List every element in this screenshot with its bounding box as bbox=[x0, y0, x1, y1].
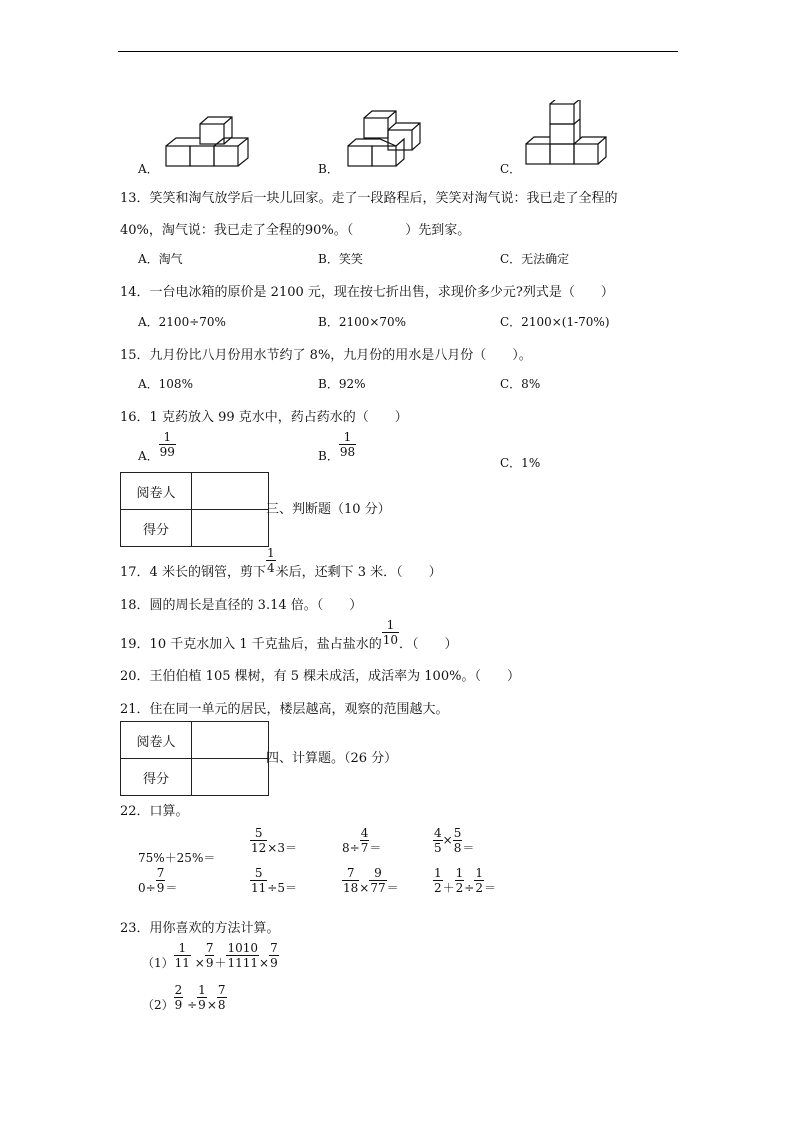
q22-expr-5: 0÷ $\frac{7}{9}$ ＝ bbox=[138, 866, 178, 895]
figure-label-a: A． bbox=[138, 162, 159, 176]
q21: 21．住在同一单元的居民，楼层越高，观察的范围越大。 bbox=[120, 702, 449, 717]
q23-problem-2: （2） $\frac{2}{9}$ ÷ $\frac{1}{9}$ × $\frac{7}{8}$ bbox=[142, 983, 226, 1012]
q15-option-b[interactable]: B．92% bbox=[318, 377, 366, 391]
q15-option-a[interactable]: A．108% bbox=[138, 377, 193, 391]
q22-expr-1: 75%＋25%＝ bbox=[138, 851, 216, 865]
score-cell[interactable] bbox=[192, 510, 269, 547]
q16-option-b-label: B． bbox=[318, 449, 339, 463]
q17: 17．4 米长的钢管，剪下 $\frac{1}{4}$ 米后，还剩下 3 米．（ ） bbox=[120, 546, 442, 580]
q22-expr-2: $\frac{5}{12}$ ×3＝ bbox=[251, 826, 297, 855]
q13-option-c[interactable]: C．无法确定 bbox=[500, 252, 570, 266]
q22-expr-3: 8÷ $\frac{4}{7}$ ＝ bbox=[342, 826, 382, 855]
reviewer-label: 阅卷人 bbox=[121, 722, 192, 759]
q15-option-c[interactable]: C．8% bbox=[500, 377, 541, 391]
q14-option-a[interactable]: A．2100÷70% bbox=[138, 315, 226, 329]
q22-expr-7: $\frac{7}{18}$ × $\frac{9}{77}$ ＝ bbox=[343, 866, 399, 895]
fraction: $\frac{1}{4}$ bbox=[266, 546, 275, 575]
q23-title: 23．用你喜欢的方法计算。 bbox=[120, 921, 280, 936]
q13-line2: 40%，淘气说：我已走了全程的90%。（ ）先到家。 bbox=[120, 223, 471, 238]
q16-option-a[interactable] bbox=[138, 430, 176, 464]
q22-expr-6: $\frac{5}{11}$ ÷5＝ bbox=[251, 866, 297, 895]
q14-option-c[interactable]: C．2100×(1-70%) bbox=[500, 315, 610, 329]
q16-option-b[interactable] bbox=[318, 430, 356, 464]
cube-stack-c-icon bbox=[520, 100, 620, 170]
reviewer-cell[interactable] bbox=[192, 722, 269, 759]
fraction: $\frac{1}{98}$ bbox=[339, 430, 356, 459]
q13-option-b[interactable]: B．笑笑 bbox=[318, 252, 363, 266]
score-cell[interactable] bbox=[192, 759, 269, 796]
q14-text: 14．一台电冰箱的原价是 2100 元，现在按七折出售，求现价多少元?列式是（ ） bbox=[120, 285, 614, 300]
score-table-2 bbox=[120, 721, 269, 796]
fraction: $\frac{1}{99}$ bbox=[159, 430, 175, 459]
fraction: $\frac{1}{10}$ bbox=[382, 618, 399, 647]
score-table-1 bbox=[120, 472, 269, 547]
q13-line1: 13．笑笑和淘气放学后一块儿回家。走了一段路程后，笑笑对淘气说：我已走了全程的 bbox=[120, 191, 618, 206]
q15-text: 15．九月份比八月份用水节约了 8%，九月份的用水是八月份（ ）。 bbox=[120, 348, 532, 363]
section-3-title: 三、判断题（10 分） bbox=[266, 502, 391, 517]
cube-stack-b-icon bbox=[340, 108, 440, 170]
figure-label-c: C． bbox=[500, 162, 522, 176]
q22-expr-4: $\frac{4}{5}$ × $\frac{5}{8}$ ＝ bbox=[434, 826, 475, 855]
reviewer-label: 阅卷人 bbox=[121, 473, 192, 510]
q22-title: 22．口算。 bbox=[120, 804, 189, 819]
score-label: 得分 bbox=[121, 759, 192, 796]
figure-label-b: B． bbox=[318, 162, 339, 176]
q16-text: 16．1 克药放入 99 克水中，药占药水的（ ） bbox=[120, 410, 408, 425]
q20: 20．王伯伯植 105 棵树，有 5 棵未成活，成活率为 100%。（ ） bbox=[120, 669, 520, 684]
q16-option-c[interactable]: C．1% bbox=[500, 456, 541, 470]
score-label: 得分 bbox=[121, 510, 192, 547]
section-4-title: 四、计算题。（26 分） bbox=[266, 751, 398, 766]
q23-problem-1: （1） $\frac{1}{11}$ × $\frac{7}{9}$ ＋ $\frac{1010}{1111}$ × $\frac{7}{9}$ bbox=[142, 941, 278, 970]
q13-option-a[interactable]: A．淘气 bbox=[138, 252, 183, 266]
q18: 18．圆的周长是直径的 3.14 倍。（ ） bbox=[120, 598, 363, 613]
q19: 19．10 千克水加入 1 千克盐后，盐占盐水的 $\frac{1}{10}$ ．（ ） bbox=[120, 618, 458, 652]
q16-option-a-label: A． bbox=[138, 449, 159, 463]
q22-expr-8: $\frac{1}{2}$ ＋ $\frac{1}{2}$ ÷ $\frac{1}{2}$ ＝ bbox=[434, 866, 497, 895]
reviewer-cell[interactable] bbox=[192, 473, 269, 510]
q14-option-b[interactable]: B．2100×70% bbox=[318, 315, 407, 329]
cube-stack-a-icon bbox=[160, 112, 260, 170]
header-rule bbox=[118, 51, 678, 52]
